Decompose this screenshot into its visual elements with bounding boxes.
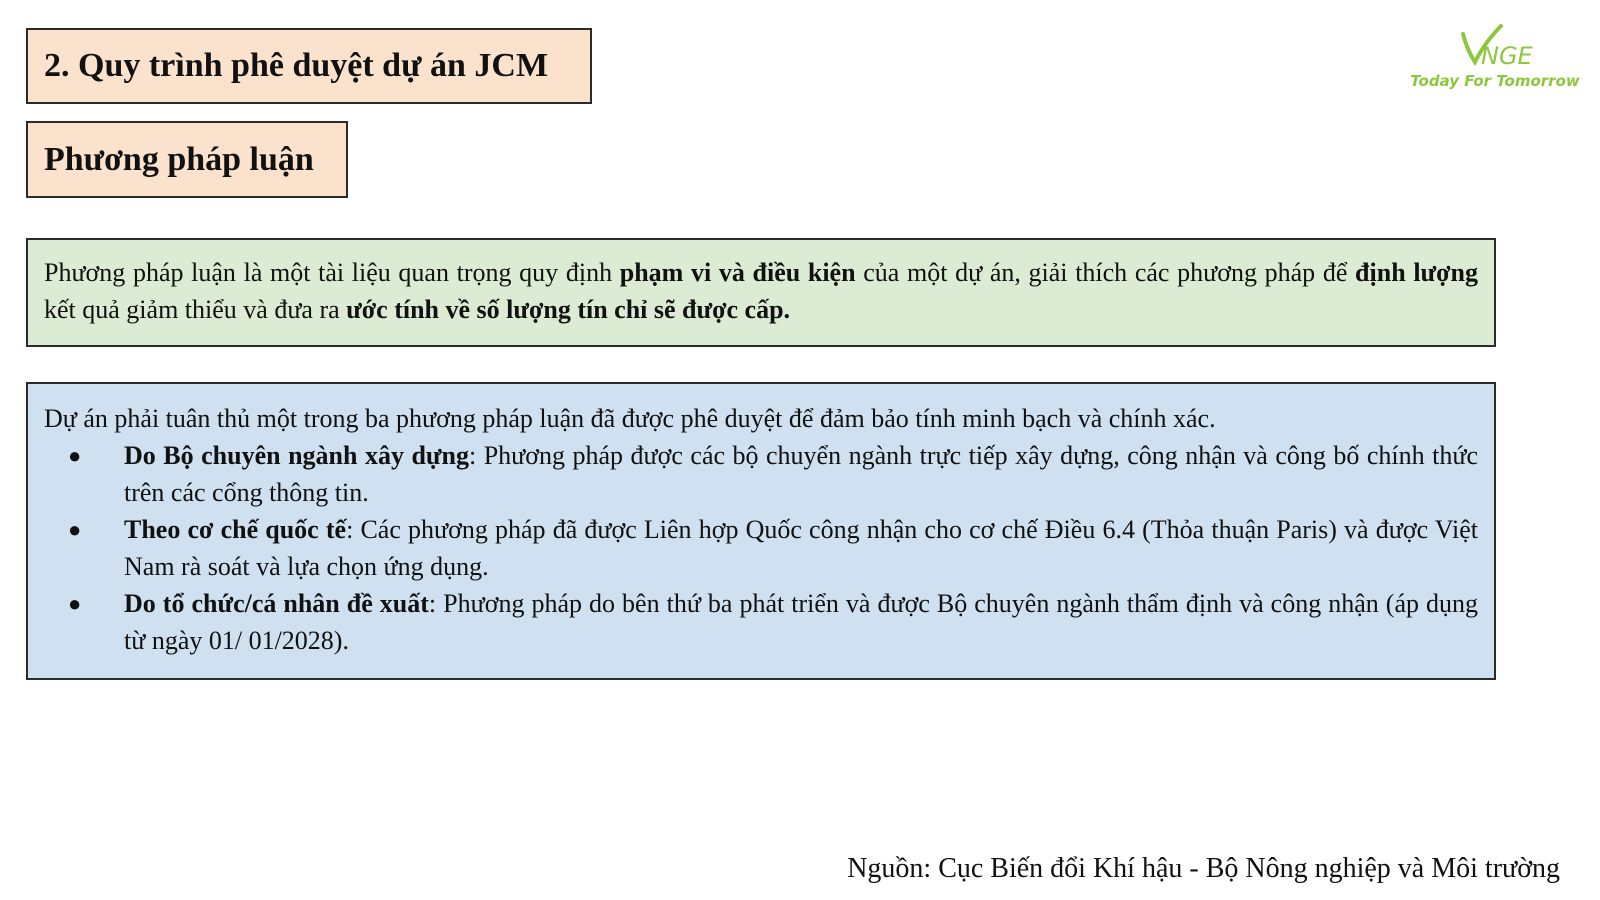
logo-brand-text: NGE bbox=[1481, 42, 1533, 70]
method-description: : Phương pháp do bên thứ ba phát triển và được Bộ chuyên ngành thẩm định và công nhận (áp dụng từ ngày 01/ 01/2028). bbox=[124, 589, 1479, 655]
method-description: : Các phương pháp đã được Liên hợp Quốc công nhận cho cơ chế Điều 6.4 (Thỏa thuận Paris) và được Việt Nam rà soát và lựa chọn ứng dụng. bbox=[124, 515, 1479, 581]
list-item bbox=[44, 511, 1478, 585]
definition-bold-estimate: ước tính về số lượng tín chỉ sẽ được cấp. bbox=[346, 295, 791, 324]
list-item bbox=[44, 585, 1478, 659]
source-note: Nguồn: Cục Biến đổi Khí hậu - Bộ Nông nghiệp và Môi trường bbox=[847, 853, 1560, 884]
vnge-logo bbox=[1405, 20, 1585, 110]
bullet-icon: ● bbox=[68, 591, 82, 616]
method-title: Theo cơ chế quốc tế bbox=[124, 515, 347, 544]
subsection-title bbox=[26, 121, 348, 198]
definition-bold-quantify: định lượng bbox=[1355, 258, 1478, 287]
bullet-icon: ● bbox=[68, 517, 82, 542]
definition-text-1: Phương pháp luận là một tài liệu quan trọng quy định bbox=[44, 258, 620, 287]
methods-box bbox=[26, 382, 1496, 680]
method-description: : Phương pháp được các bộ chuyển ngành trực tiếp xây dựng, công nhận và công bố chính thức trên các cổng thông tin. bbox=[124, 441, 1478, 507]
section-title-text: 2. Quy trình phê duyệt dự án JCM bbox=[44, 47, 549, 84]
method-title: Do Bộ chuyên ngành xây dựng bbox=[124, 441, 469, 470]
definition-text-2: của một dự án, giải thích các phương pháp để bbox=[855, 258, 1356, 287]
definition-bold-scope: phạm vi và điều kiện bbox=[619, 258, 856, 287]
definition-text-3: kết quả giảm thiểu và đưa ra bbox=[44, 295, 347, 324]
subsection-title-text: Phương pháp luận bbox=[44, 140, 314, 178]
logo-tagline: Today For Tomorrow bbox=[1410, 72, 1580, 90]
bullet-icon: ● bbox=[68, 443, 82, 468]
method-title: Do tổ chức/cá nhân đề xuất bbox=[124, 589, 429, 618]
methods-intro: Dự án phải tuân thủ một trong ba phương pháp luận đã được phê duyệt để đảm bảo tính minh bạch và chính xác. bbox=[44, 404, 1216, 433]
list-item bbox=[44, 437, 1478, 511]
definition-box bbox=[26, 238, 1496, 347]
section-title bbox=[26, 28, 592, 104]
methods-list bbox=[44, 437, 1478, 659]
vnge-logo-mark-icon bbox=[1445, 20, 1545, 70]
